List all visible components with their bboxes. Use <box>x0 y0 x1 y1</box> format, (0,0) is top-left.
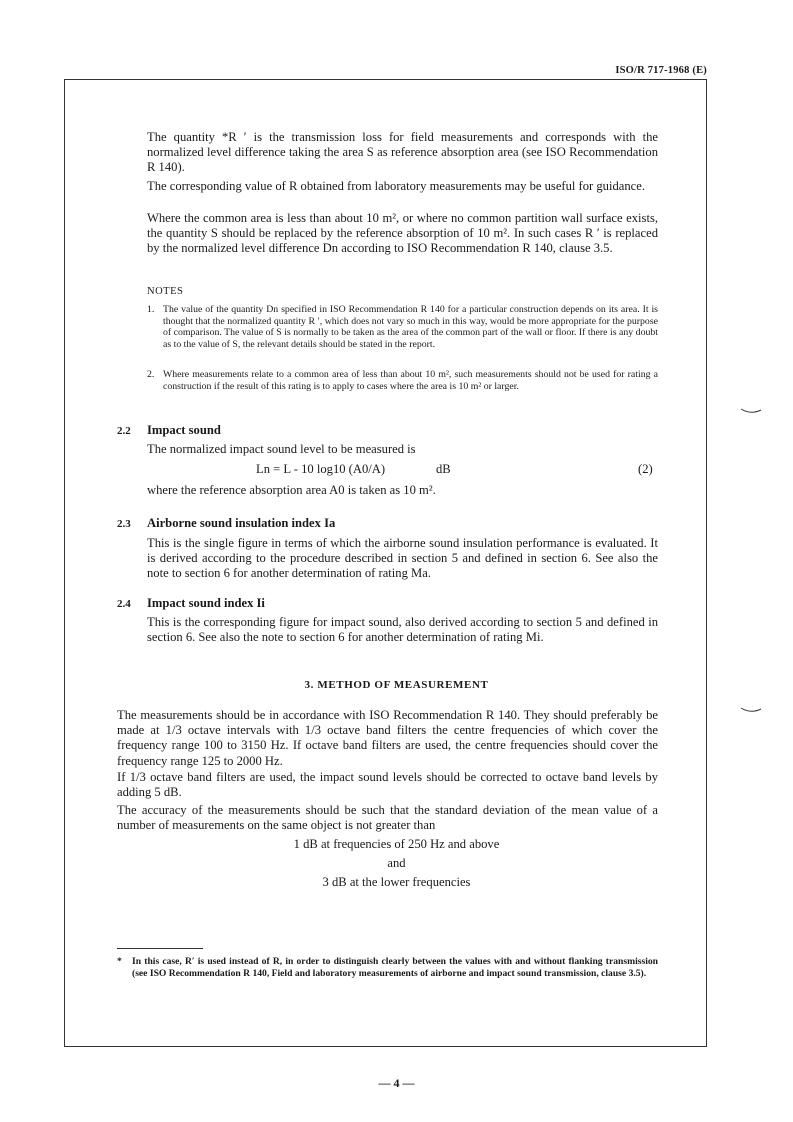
note-item <box>147 369 658 392</box>
section-text: where the reference absorption area A0 is taken as 10 m². <box>147 483 436 497</box>
intro-paragraph-3: Where the common area is less than about 10 m², or where no common partition wall surface exists, the quantity S should be replaced by the reference absorption of 10 m². In such cases R ′ is replaced by the normalized level difference Dn according to ISO Recommendation R 140, clause 3.5. <box>147 211 658 256</box>
chapter-paragraph-1: The measurements should be in accordance with ISO Recommendation R 140. They should preferably be made at 1/3 octave intervals with 1/3 octave band filters the centre frequencies of which cover the frequency range 100 to 3150 Hz. If octave band filters are used, the centre frequencies should cover the frequency range 125 to 2000 Hz. <box>117 708 658 768</box>
centered-line: 1 dB at frequencies of 250 Hz and above <box>293 837 500 851</box>
note-item <box>147 304 658 350</box>
footnote <box>117 956 658 980</box>
page-number: — 4 — <box>378 1076 415 1090</box>
section-number: 2.2 <box>117 425 131 437</box>
chapter-paragraph-2: If 1/3 octave band filters are used, the impact sound levels should be corrected to octave band levels by adding 5 dB. <box>117 770 658 800</box>
chapter-paragraph-3: The accuracy of the measurements should be such that the standard deviation of the mean value of a number of measurements on the same object is not greater than <box>117 803 658 833</box>
section-number: 2.4 <box>117 598 131 610</box>
margin-mark-icon <box>740 706 762 714</box>
section-title: Airborne sound insulation index Ia <box>147 516 336 530</box>
intro-paragraph-1: The quantity *R ′ is the transmission loss for field measurements and corresponds with the normalized level difference taking the area S as reference absorption area (see ISO Recommendation R 140). <box>147 130 658 175</box>
footnote-text: In this case, R′ is used instead of R, in order to distinguish clearly between the values with and without flanking transmission (see ISO Recommendation R 140, Field and laboratory measurements of airborne and impact sound transmission, clause 3.5). <box>132 956 658 979</box>
centered-line: 3 dB at the lower frequencies <box>322 875 471 889</box>
note-number: 1. <box>147 304 155 315</box>
margin-mark-icon <box>740 407 762 415</box>
chapter-title: 3. METHOD OF MEASUREMENT <box>304 679 489 691</box>
section-title: Impact sound <box>147 423 221 437</box>
equation <box>256 462 385 477</box>
footnote-rule <box>117 948 203 949</box>
section-number: 2.3 <box>117 518 131 530</box>
intro-paragraph-2: The corresponding value of R obtained from laboratory measurements may be useful for guidance. <box>147 179 645 193</box>
equation-number: (2) <box>638 462 653 476</box>
equation-unit: dB <box>436 462 451 476</box>
footnote-marker: * <box>117 956 122 967</box>
section-text: This is the corresponding figure for impact sound, also derived according to section 5 and defined in section 6. See also the note to section 6 for another determination of rating Mi. <box>147 615 658 645</box>
note-text: Where measurements relate to a common area of less than about 10 m², such measurements should not be used for rating a construction if the result of this rating is to apply to cases where the area is 10 m² or larger. <box>163 369 658 392</box>
equation-text: Ln = L - 10 log10 (A0/A) <box>256 462 386 476</box>
document-reference: ISO/R 717-1968 (E) <box>615 65 707 76</box>
section-text: This is the single figure in terms of which the airborne sound insulation performance is evaluated. It is derived according to the procedure described in section 5 and defined in section 6. See also the note to section 6 for another determination of rating Ma. <box>147 536 658 581</box>
section-title: Impact sound index Ii <box>147 596 265 610</box>
centered-line: and <box>387 856 406 870</box>
notes-label: NOTES <box>147 286 184 297</box>
note-number: 2. <box>147 369 155 380</box>
note-text: The value of the quantity Dn specified in ISO Recommendation R 140 for a particular construction depends on its area. It is thought that the normalized quantity R ′, which does not vary so much in this way, would be more appropriate for the purpose of comparison. The value of S is normally to be taken as the area of the common part of the wall or floor. If there is any doubt as to the value of S, the relevant details should be stated in the report. <box>163 304 658 350</box>
section-text: The normalized impact sound level to be measured is <box>147 442 416 456</box>
